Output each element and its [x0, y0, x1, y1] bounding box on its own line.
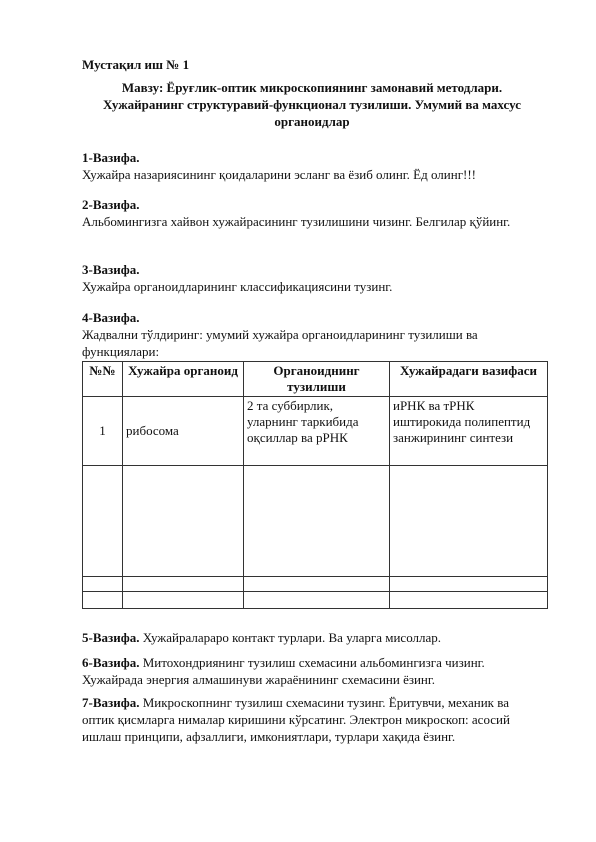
- task-title: 7-Вазифа.: [82, 695, 140, 710]
- task-text: Митохондриянинг тузилиш схемасини альбомингизга чизинг. Хужайрада энергия алмашинуви жараёнининг схемасини ёзинг.: [82, 655, 485, 687]
- task-text: Жадвални тўлдиринг: умумий хужайра органоидларининг тузилиши ва функциялари:: [82, 327, 478, 359]
- topic-title: Мавзу: Ёруғлик-оптик микроскопиянинг замонавий методлари. Хужайранинг структуравий-функционал тузилиши. Умумий ва махсус органоидлар: [103, 80, 521, 129]
- header-number: №№: [83, 362, 123, 397]
- task-4: [82, 309, 542, 360]
- task-3: [82, 261, 542, 295]
- task-title: 1-Вазифа.: [82, 150, 140, 165]
- task-6: [82, 654, 542, 688]
- table-row-empty: [83, 577, 548, 592]
- task-title: 3-Вазифа.: [82, 262, 140, 277]
- task-title: 2-Вазифа.: [82, 197, 140, 212]
- task-text: Хужайра назариясининг қоидаларини эсланг ва ёзиб олинг. Ёд олинг!!!: [82, 167, 477, 182]
- task-7: [82, 694, 542, 745]
- task-title: 4-Вазифа.: [82, 310, 140, 325]
- task-text: Хужайралараро контакт турлари. Ва уларга мисоллар.: [142, 630, 442, 645]
- header-function: Хужайрадаги вазифаси: [390, 362, 548, 397]
- table-row-empty: [83, 592, 548, 609]
- table-row-empty: [83, 466, 548, 577]
- header-structure: Органоиднинг тузилиши: [244, 362, 390, 397]
- task-1: [82, 149, 542, 183]
- task-text: Хужайра органоидларининг классификациясини тузинг.: [82, 279, 393, 294]
- table-row: [83, 397, 548, 466]
- task-5: [82, 629, 542, 646]
- table-header-row: [83, 362, 548, 397]
- task-2: [82, 196, 542, 230]
- organoid-table: [82, 361, 548, 609]
- cell-structure: 2 та суббирлик, уларнинг таркибида оқсиллар ва рРНК: [244, 397, 390, 466]
- task-text: Микроскопнинг тузилиш схемасини тузинг. Ёритувчи, механик ва оптик қисмларга нималар киришини кўрсатинг. Электрон микроскоп: асосий ишлаш принципи, афзаллиги, имкониятлари, турлари хақида ёзинг.: [82, 695, 510, 744]
- task-title: 6-Вазифа.: [82, 655, 140, 670]
- task-title: 5-Вазифа.: [82, 630, 140, 645]
- header-organoid: Хужайра органоид: [123, 362, 244, 397]
- cell-function: иРНК ва тРНК иштирокида полипептид занжирининг синтези: [390, 397, 548, 466]
- cell-organoid: рибосома: [123, 397, 244, 466]
- work-number-heading: Мустақил иш № 1: [82, 57, 190, 72]
- cell-number: 1: [83, 397, 123, 466]
- task-text: Альбомингизга хайвон хужайрасининг тузилишини чизинг. Белгилар қўйинг.: [82, 214, 511, 229]
